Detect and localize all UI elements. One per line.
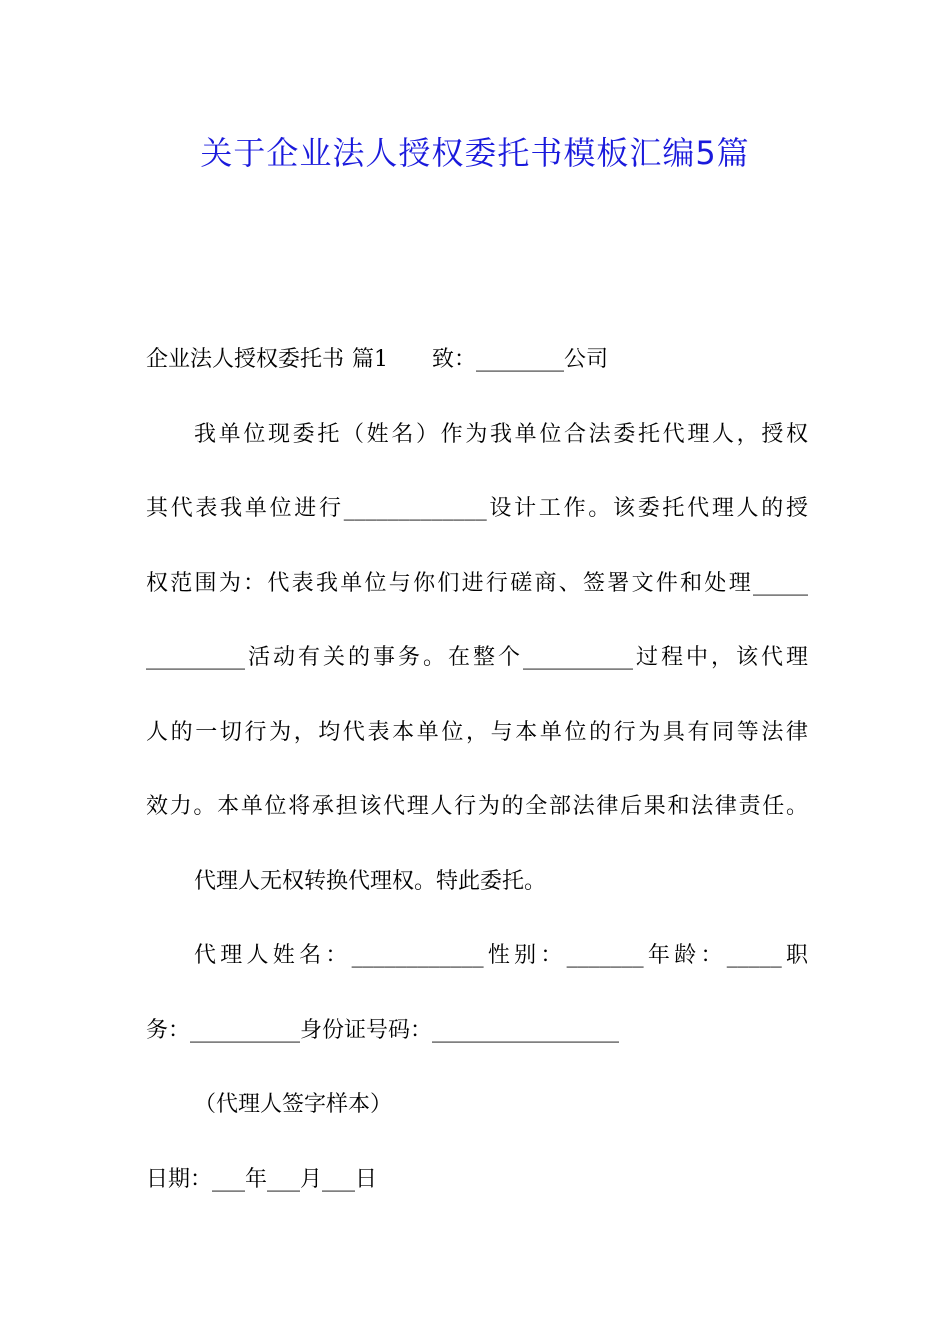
no-transfer-statement: 代理人无权转换代理权。特此委托。 [194,869,547,894]
paragraph-line-1: 我单位现委托（姓名）作为我单位合法委托代理人，授权 [194,422,808,447]
date-line: 日期：___年___月___日 [146,1167,378,1192]
paragraph-line-6: 效力。本单位将承担该代理人行为的全部法律后果和法律责任。 [146,794,808,819]
signature-sample-label: （代理人签字样本） [194,1092,393,1117]
paragraph-line-2: 其代表我单位进行_____________设计工作。该委托代理人的授 [146,496,808,521]
paragraph-line-5: 人的一切行为，均代表本单位，与本单位的行为具有同等法律 [146,720,808,745]
heading-part-number: 篇1 [352,347,389,372]
heading-recipient: 致：________公司 [432,347,609,372]
paragraph-line-3: 权范围为：代表我单位与你们进行磋商、签署文件和处理_____ [146,571,808,596]
document-title: 关于企业法人授权委托书模板汇编5篇 [200,134,750,172]
agent-info-line-2: 务：__________身份证号码：_________________ [146,1018,620,1043]
section-heading [146,342,808,378]
paragraph-line-4: _________活动有关的事务。在整个__________过程中，该代理 [146,645,808,670]
heading-label: 企业法人授权委托书 [146,347,345,372]
agent-info-line-1: 代理人姓名：____________性别：_______年龄：_____职 [194,943,808,968]
